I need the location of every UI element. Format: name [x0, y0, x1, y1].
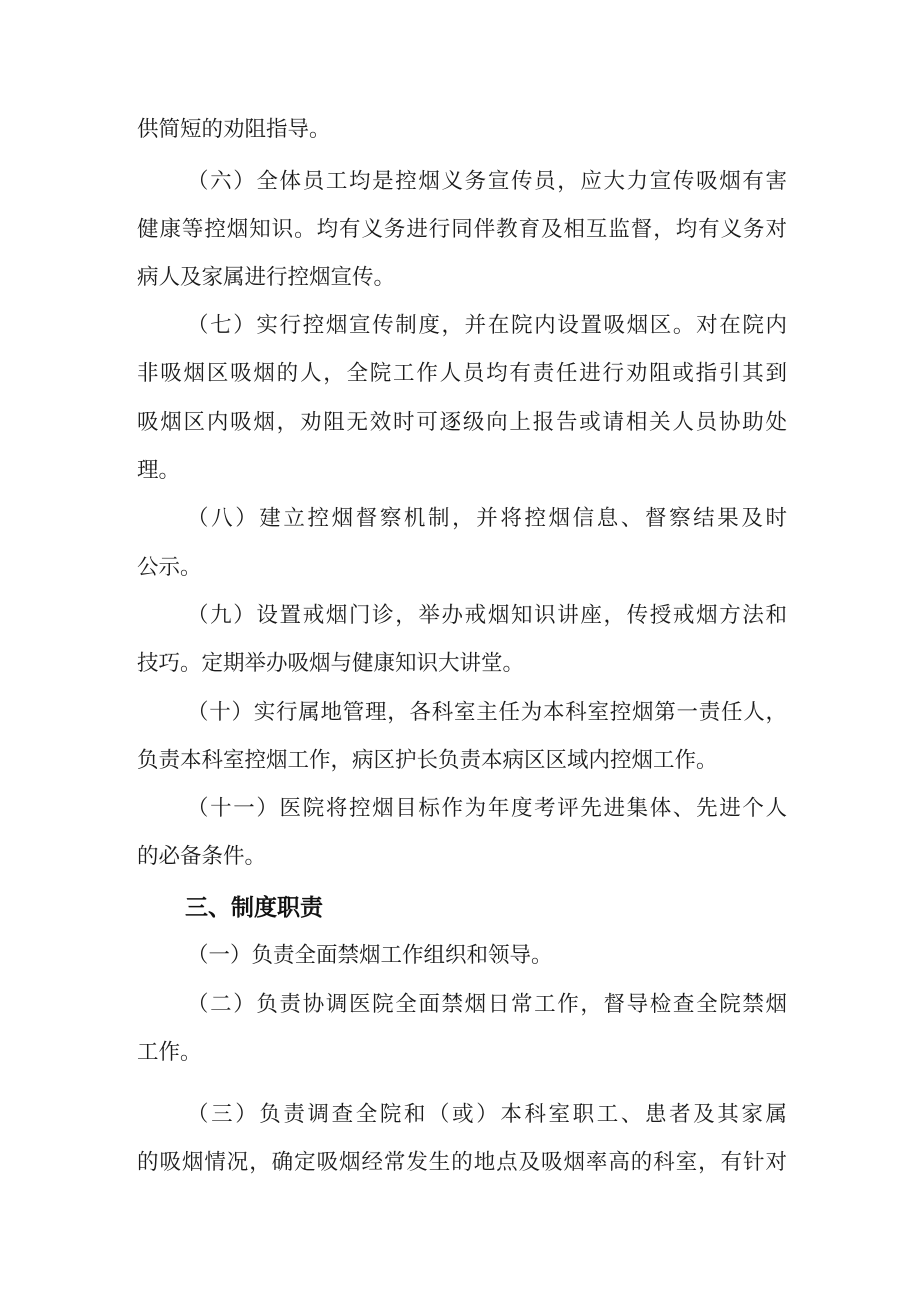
paragraph-7-line-4: 理。	[137, 458, 181, 483]
duty-3-line-2: 的吸烟情况，确定吸烟经常发生的地点及吸烟率高的科室，有针对	[137, 1150, 787, 1175]
paragraph-10-line-1: （十）实行属地管理，各科室主任为本科室控烟第一责任人，	[187, 700, 787, 725]
paragraph-6-line-2: 健康等控烟知识。均有义务进行同伴教育及相互监督，均有义务对	[137, 217, 787, 242]
duty-2-line-1: （二）负责协调医院全面禁烟日常工作，督导检查全院禁烟	[187, 992, 787, 1017]
paragraph-10-line-2: 负责本科室控烟工作，病区护长负责本病区区域内控烟工作。	[137, 748, 718, 773]
paragraph-7-line-2: 非吸烟区吸烟的人，全院工作人员均有责任进行劝阻或指引其到	[137, 361, 787, 386]
paragraph-7-line-3: 吸烟区内吸烟，劝阻无效时可逐级向上报告或请相关人员协助处	[137, 410, 787, 435]
paragraph-8-line-2: 公示。	[137, 555, 202, 580]
paragraph-6-line-3: 病人及家属进行控烟宣传。	[137, 265, 396, 290]
paragraph-9-line-2: 技巧。定期举办吸烟与健康知识大讲堂。	[137, 651, 525, 676]
section-heading: 三、制度职责	[185, 895, 323, 921]
paragraph-11-line-2: 的必备条件。	[137, 844, 267, 869]
paragraph-7-line-1: （七）实行控烟宣传制度，并在院内设置吸烟区。对在院内	[187, 313, 787, 338]
duty-3-line-1: （三）负责调查全院和（或）本科室职工、患者及其家属	[187, 1102, 787, 1127]
duty-1-line-1: （一）负责全面禁烟工作组织和领导。	[187, 943, 553, 968]
paragraph-8-line-1: （八）建立控烟督察机制，并将控烟信息、督察结果及时	[187, 506, 787, 531]
paragraph-11-line-1: （十一）医院将控烟目标作为年度考评先进集体、先进个人	[187, 796, 787, 821]
text-line: 供简短的劝阻指导。	[137, 117, 331, 142]
paragraph-6-line-1: （六）全体员工均是控烟义务宣传员，应大力宣传吸烟有害	[187, 169, 787, 194]
paragraph-9-line-1: （九）设置戒烟门诊，举办戒烟知识讲座，传授戒烟方法和	[187, 603, 787, 628]
duty-2-line-2: 工作。	[137, 1040, 202, 1065]
